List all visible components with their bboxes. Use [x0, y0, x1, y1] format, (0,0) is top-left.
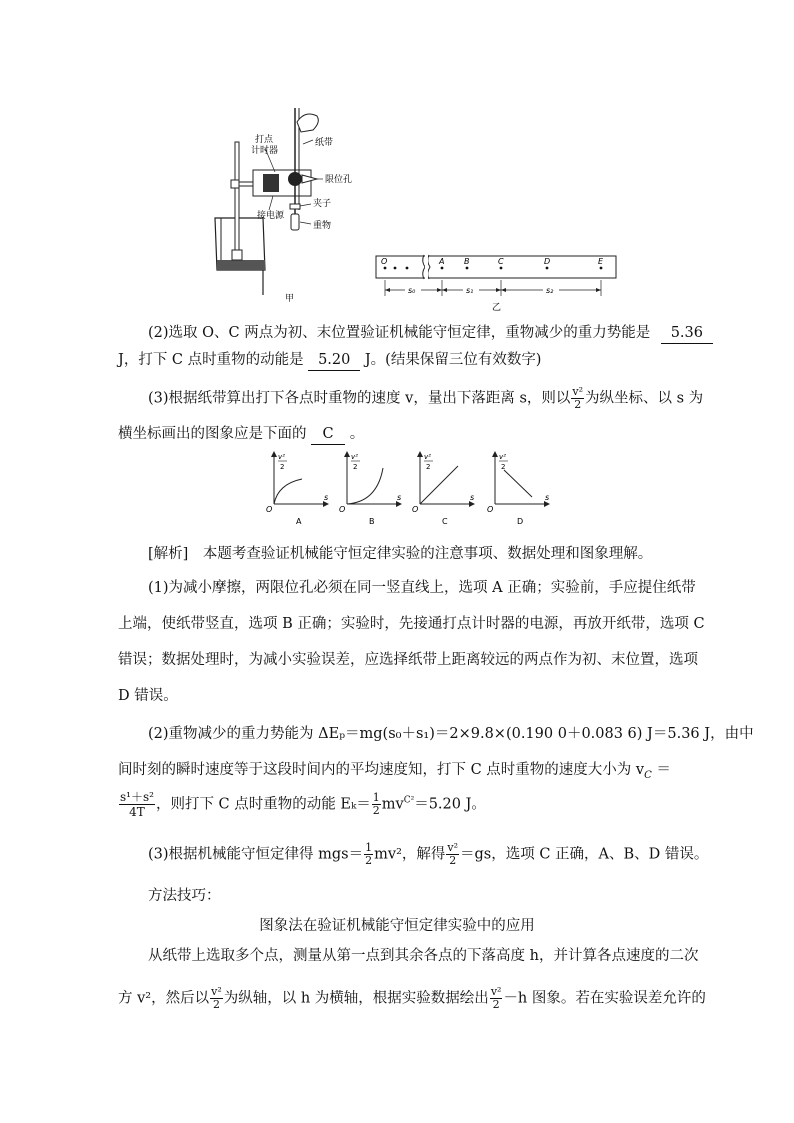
analysis-p1-l3: 错误；数据处理时，为减小实验误差，应选择纸带上距离较远的两点作为初、末位置，选项	[118, 652, 698, 668]
q2-text2: J，打下 C 点时重物的动能是	[118, 352, 304, 368]
analysis-p1-l1: (1)为减小摩擦，两限位孔必须在同一竖直线上，选项 A 正确；实验前，手应提住纸带	[148, 580, 696, 596]
graph-a-y-num: v²	[278, 453, 285, 461]
q3-text1: (3)根据纸带算出打下各点时重物的速度 v，量出下落距离 s，则以	[148, 390, 571, 407]
q2-answer2: 5.20	[308, 350, 360, 371]
analysis-p2-l2	[118, 760, 678, 786]
graph-d-y-den: 2	[501, 463, 506, 471]
tape-point-o: O	[381, 257, 388, 266]
graph-a	[266, 452, 328, 526]
graph-c-origin: O	[412, 505, 419, 514]
graph-b-y-num: v²	[351, 453, 358, 461]
dim-s1: s₁	[466, 286, 474, 295]
tips-line2-mid: 为纵轴，以 h 为横轴，根据实验数据绘出	[223, 990, 489, 1007]
tape-point-a: A	[439, 257, 445, 266]
label-timer-1: 打点	[255, 135, 274, 145]
analysis-p2-l3	[118, 790, 678, 819]
analysis-p3	[148, 842, 708, 867]
tape-point-e: E	[598, 257, 604, 266]
q3-line1	[148, 386, 708, 411]
graph-b-origin: O	[339, 505, 346, 514]
tape-point-d: D	[544, 257, 551, 266]
q3-text4: 。	[349, 426, 365, 442]
analysis-p2-l2-text: 间时刻的瞬时速度等于这段时间内的平均速度知，打下 C 点时重物的速度大小为 v	[118, 762, 645, 778]
q2-text1: (2)选取 O、C 两点为初、末位置验证机械能守恒定律，重物减少的重力势能是	[148, 325, 651, 341]
dim-s2: s₂	[546, 286, 554, 295]
graph-d-y-num: v²	[499, 453, 506, 461]
analysis-p3-post: ＝gs，选项 C 正确，A、B、D 错误。	[460, 846, 709, 863]
q2-answer1: 5.36	[661, 323, 713, 344]
option-graphs	[262, 448, 562, 530]
analysis-p1-l4: D 错误。	[118, 688, 178, 704]
dim-s0: s₀	[408, 286, 416, 295]
label-timer-2: 计时器	[251, 146, 279, 156]
tips-line2	[118, 985, 706, 1011]
q2-line1	[148, 323, 708, 344]
graph-a-x: s	[324, 493, 329, 502]
graph-d	[487, 452, 549, 526]
caption-yi: 乙	[492, 303, 502, 313]
analysis-p2-half: $\frac{1}{2}$	[372, 791, 380, 817]
apparatus-figure	[205, 100, 388, 305]
tape-point-b: B	[464, 257, 470, 266]
analysis-p2-l1: (2)重物减少的重力势能为 ΔEₚ＝mg(s₀＋s₁)＝2×9.8×(0.190 0＋0.083 6) J＝5.36 J，由中	[148, 726, 754, 742]
analysis-title: [解析] 本题考查验证机械能守恒定律实验的注意事项、数据处理和图象理解。	[148, 546, 653, 562]
graph-a-origin: O	[266, 505, 273, 514]
analysis-p2-vc-fraction: $\frac{\text{s¹＋s²}}{4T}$	[120, 790, 154, 819]
analysis-p2-l3-sup: C²	[403, 795, 415, 806]
graph-a-label: A	[296, 517, 302, 526]
graph-b-label: B	[369, 517, 375, 526]
q3-text2: 为纵坐标、以 s 为	[585, 390, 704, 407]
graph-d-origin: O	[487, 505, 494, 514]
caption-jia: 甲	[285, 294, 295, 304]
tips-fraction1: $\frac{\text{v²}}{2}$	[211, 985, 222, 1011]
analysis-p3-fraction: $\frac{\text{v²}}{2}$	[447, 841, 459, 867]
tips-line2-post: －h 图象。若在实验误差允许的	[503, 990, 706, 1007]
graph-c-y-num: v²	[424, 453, 431, 461]
graph-c-x: s	[470, 493, 475, 502]
label-limit-hole: 限位孔	[325, 175, 353, 185]
analysis-p2-l3-mid: ，则打下 C 点时重物的动能 Eₖ＝	[155, 796, 371, 813]
q2-line2	[118, 350, 678, 371]
tape-figure	[372, 252, 622, 314]
analysis-p2-l2-sub: C	[644, 769, 652, 781]
tips-line1: 从纸带上选取多个点，测量从第一点到其余各点的下落高度 h，并计算各点速度的二次	[148, 948, 699, 964]
analysis-p2-l3-end: mv	[381, 796, 404, 813]
q2-text3: J。(结果保留三位有效数字)	[364, 352, 542, 368]
graph-a-y-den: 2	[280, 463, 285, 471]
label-weight: 重物	[313, 221, 332, 231]
q3-fraction: $\frac{\text{v²}}{2}$	[572, 385, 584, 411]
graph-c	[412, 452, 474, 526]
label-clip: 夹子	[313, 199, 332, 209]
analysis-p2-l3-tail: ＝5.20 J。	[414, 796, 486, 813]
tips-line2-pre: 方 v²，然后以	[118, 990, 210, 1007]
graph-c-label: C	[442, 517, 448, 526]
label-power: 接电源	[257, 211, 285, 221]
graph-b	[339, 452, 401, 526]
analysis-p2-l2-end: ＝	[651, 762, 671, 778]
graph-b-y-den: 2	[353, 463, 358, 471]
graph-b-x: s	[397, 493, 402, 502]
analysis-p3-half: $\frac{1}{2}$	[365, 841, 373, 867]
q3-text3: 横坐标画出的图象应是下面的	[118, 426, 307, 442]
q3-line2	[118, 424, 678, 445]
analysis-p3-pre: (3)根据机械能守恒定律得 mgs＝	[148, 846, 364, 863]
tape-point-c: C	[498, 257, 504, 266]
tips-fraction2: $\frac{\text{v²}}{2}$	[490, 985, 502, 1011]
analysis-p3-mid: mv²，解得	[374, 846, 446, 863]
q3-answer: C	[311, 424, 345, 445]
base-hatch	[217, 260, 265, 270]
label-tape: 纸带	[315, 138, 334, 148]
graph-c-y-den: 2	[426, 463, 431, 471]
graph-d-label: D	[517, 517, 524, 526]
tips-heading: 图象法在验证机械能守恒定律实验中的应用	[259, 918, 535, 934]
tips-label: 方法技巧：	[148, 888, 221, 904]
graph-d-x: s	[545, 493, 550, 502]
analysis-p1-l2: 上端，使纸带竖直，选项 B 正确；实验时，先接通打点计时器的电源，再放开纸带，选项 C	[118, 616, 705, 632]
